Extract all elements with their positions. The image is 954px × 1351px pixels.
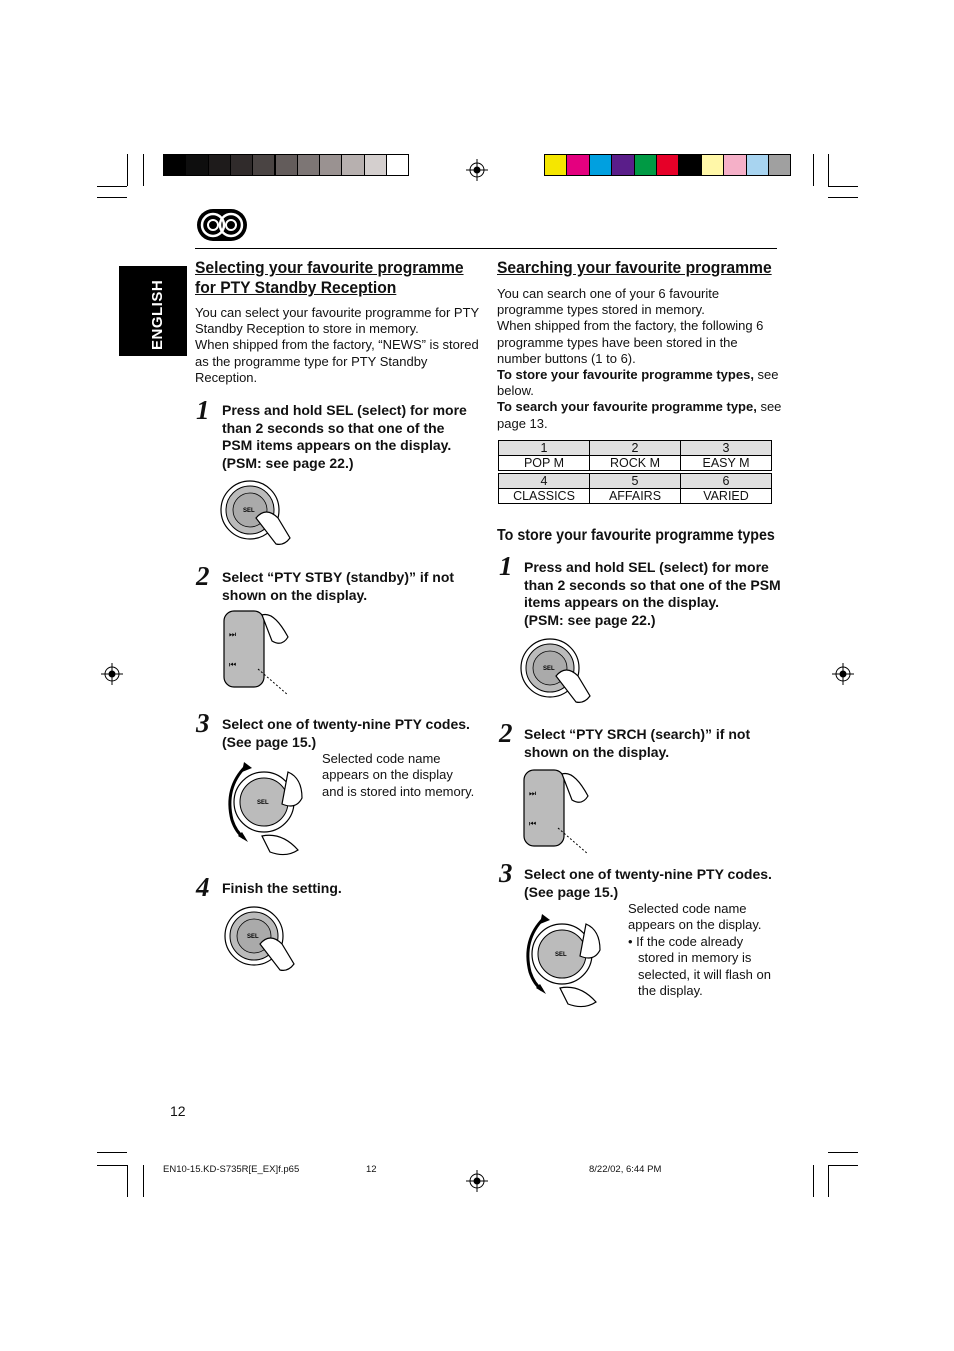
step-line: Select “PTY SRCH (search)” if not xyxy=(524,726,751,742)
language-tab-label: ENGLISH xyxy=(149,279,166,350)
intro-line: Reception. xyxy=(195,369,258,385)
search-reference xyxy=(497,399,782,415)
step-number: 3 xyxy=(196,708,210,738)
crop-mark xyxy=(828,1152,858,1153)
language-tab xyxy=(119,266,187,356)
crop-mark xyxy=(813,154,814,186)
registration-mark-icon xyxy=(101,663,123,685)
step-text xyxy=(524,866,784,901)
step-number: 1 xyxy=(196,395,210,425)
intro-line: When shipped from the factory, “NEWS” is stored xyxy=(195,337,479,353)
calibration-swatch xyxy=(297,154,320,176)
crop-mark xyxy=(97,1152,127,1153)
store-reference-rest: see xyxy=(753,367,779,383)
note-line: Selected code name xyxy=(322,751,441,766)
calibration-swatch xyxy=(208,154,231,176)
calibration-swatch xyxy=(364,154,387,176)
calibration-swatch xyxy=(611,154,634,176)
prev-track-icon: ⏮ xyxy=(529,819,537,828)
intro-line: When shipped from the factory, the following 6 xyxy=(497,318,764,334)
intro-line: You can search one of your 6 favourite xyxy=(497,286,720,301)
bullet-line: • If the code already xyxy=(628,933,744,949)
calibration-swatch xyxy=(656,154,679,176)
step-line: PSM items appears on the display. xyxy=(222,437,452,454)
intro-line: programme types have been stored in the xyxy=(497,334,738,350)
step-number: 1 xyxy=(499,551,513,581)
calibration-swatch xyxy=(386,154,409,176)
crop-mark xyxy=(828,154,829,186)
search-reference-bold: To search your favourite programme type, xyxy=(497,399,757,415)
calibration-swatch xyxy=(723,154,746,176)
step-line: shown on the display. xyxy=(524,743,670,760)
preset-name: AFFAIRS xyxy=(590,489,681,504)
bullet-line: selected, it will flash on xyxy=(638,966,771,982)
sel-knob-rotate-illustration xyxy=(222,758,307,858)
crop-mark xyxy=(97,1165,127,1166)
step-line: (PSM: see page 22.) xyxy=(524,611,656,628)
step-text xyxy=(222,569,482,604)
sel-knob-press-illustration xyxy=(518,636,593,704)
calibration-swatch xyxy=(746,154,769,176)
title-line: for PTY Standby Reception xyxy=(195,278,397,297)
rds-logo-icon xyxy=(196,208,248,242)
calibration-swatch xyxy=(589,154,612,176)
calibration-swatch xyxy=(163,154,186,176)
step-note xyxy=(628,901,783,999)
intro-line: as the programme type for PTY Standby xyxy=(195,353,428,369)
store-reference xyxy=(497,367,782,383)
step-line: items appears on the display. xyxy=(524,594,720,611)
preset-number: 6 xyxy=(681,474,772,489)
store-reference-bold: To store your favourite programme types, xyxy=(497,367,754,383)
intro-line: You can select your favourite programme for PTY xyxy=(195,305,480,320)
preset-table-row1 xyxy=(498,440,772,471)
footer-filename: EN10-15.KD-S735R[E_EX]f.p65 xyxy=(163,1164,300,1175)
step-text xyxy=(524,726,784,761)
crop-mark xyxy=(97,186,127,187)
step-text xyxy=(524,559,784,629)
calibration-swatch xyxy=(566,154,589,176)
bullet-line: the display. xyxy=(638,983,703,999)
step-line: (See page 15.) xyxy=(222,733,317,750)
calibration-swatch xyxy=(230,154,253,176)
preset-number: 5 xyxy=(590,474,681,489)
right-intro xyxy=(497,286,782,432)
calibration-swatch xyxy=(185,154,208,176)
intro-line: Standby Reception to store in memory. xyxy=(195,321,419,337)
crop-mark xyxy=(127,1165,128,1197)
crop-mark xyxy=(828,197,858,198)
step-text xyxy=(222,716,482,751)
preset-name: POP M xyxy=(499,456,590,471)
crop-mark xyxy=(127,154,128,186)
calibration-swatch xyxy=(768,154,791,176)
step-number: 4 xyxy=(196,872,210,902)
header-rule xyxy=(195,248,777,249)
crop-mark xyxy=(97,197,127,198)
footer-date: 8/22/02, 6:44 PM xyxy=(589,1164,662,1175)
step-line: Select one of twenty-nine PTY codes. xyxy=(222,716,470,732)
intro-line: number buttons (1 to 6). xyxy=(497,350,636,366)
step-number: 3 xyxy=(499,858,513,888)
preset-name: ROCK M xyxy=(590,456,681,471)
calibration-swatch xyxy=(319,154,342,176)
step-line: Select one of twenty-nine PTY codes. xyxy=(524,866,772,882)
preset-name: EASY M xyxy=(681,456,772,471)
calibration-swatch xyxy=(701,154,724,176)
step-line: (See page 15.) xyxy=(524,883,619,900)
step-line: Finish the setting. xyxy=(222,880,342,896)
step-note xyxy=(322,751,482,800)
knob-label: SEL xyxy=(257,800,269,806)
preset-name: VARIED xyxy=(681,489,772,504)
crop-mark xyxy=(143,1165,144,1197)
knob-label: SEL xyxy=(555,952,567,958)
calibration-swatch xyxy=(275,154,298,176)
step-line: Press and hold SEL (select) for more xyxy=(222,402,467,418)
calibration-swatch xyxy=(544,154,567,176)
next-track-icon: ⏭ xyxy=(229,630,237,639)
sel-knob-press-illustration xyxy=(218,478,293,546)
step-line: Select “PTY STBY (standby)” if not xyxy=(222,569,455,585)
step-text xyxy=(222,402,482,472)
knob-label: SEL xyxy=(243,508,255,514)
store-subheading: To store your favourite programme types xyxy=(497,527,775,544)
sel-knob-rotate-illustration xyxy=(520,910,605,1010)
left-intro xyxy=(195,305,480,386)
step-number: 2 xyxy=(499,718,513,748)
step-line: than 2 seconds so that one of the PSM xyxy=(524,576,781,593)
note-line: Selected code name xyxy=(628,901,747,916)
calibration-swatch xyxy=(634,154,657,176)
step-line: (PSM: see page 22.) xyxy=(222,454,354,471)
preset-name: CLASSICS xyxy=(499,489,590,504)
preset-table-row2 xyxy=(498,473,772,504)
calibration-swatch xyxy=(252,154,275,176)
search-reference-rest: page 13. xyxy=(497,415,548,431)
step-line: Press and hold SEL (select) for more xyxy=(524,559,769,575)
crop-mark xyxy=(813,1165,814,1197)
title-line: Selecting your favourite programme xyxy=(195,258,464,277)
up-down-button-press-illustration xyxy=(222,607,294,699)
preset-number: 3 xyxy=(681,441,772,456)
crop-mark xyxy=(828,1165,858,1166)
footer-page: 12 xyxy=(366,1164,377,1175)
note-line: and is stored into memory. xyxy=(322,783,475,799)
bullet-line: stored in memory is xyxy=(638,950,752,966)
registration-mark-icon xyxy=(832,663,854,685)
knob-label: SEL xyxy=(247,934,259,940)
crop-mark xyxy=(143,154,144,186)
calibration-swatch xyxy=(341,154,364,176)
store-reference-rest: below. xyxy=(497,383,534,399)
intro-line: programme types stored in memory. xyxy=(497,302,705,318)
search-reference-rest: see xyxy=(756,399,782,415)
preset-number: 4 xyxy=(499,474,590,489)
registration-mark-icon xyxy=(466,1170,488,1192)
note-line: appears on the display. xyxy=(628,917,762,933)
calibration-swatch xyxy=(678,154,701,176)
note-line: appears on the display xyxy=(322,767,453,783)
step-line: shown on the display. xyxy=(222,586,368,603)
sel-knob-press-illustration xyxy=(222,904,297,972)
up-down-button-press-illustration xyxy=(522,766,594,858)
step-text xyxy=(222,880,482,898)
crop-mark xyxy=(828,1165,829,1197)
registration-mark-icon xyxy=(466,159,488,181)
left-section-title xyxy=(195,258,464,298)
prev-track-icon: ⏮ xyxy=(229,660,237,669)
right-section-title: Searching your favourite programme xyxy=(497,258,772,277)
preset-number: 1 xyxy=(499,441,590,456)
knob-label: SEL xyxy=(543,666,555,672)
step-number: 2 xyxy=(196,561,210,591)
crop-mark xyxy=(828,186,858,187)
next-track-icon: ⏭ xyxy=(529,789,537,798)
preset-number: 2 xyxy=(590,441,681,456)
step-line: than 2 seconds so that one of the xyxy=(222,419,445,436)
page-number: 12 xyxy=(170,1103,186,1119)
